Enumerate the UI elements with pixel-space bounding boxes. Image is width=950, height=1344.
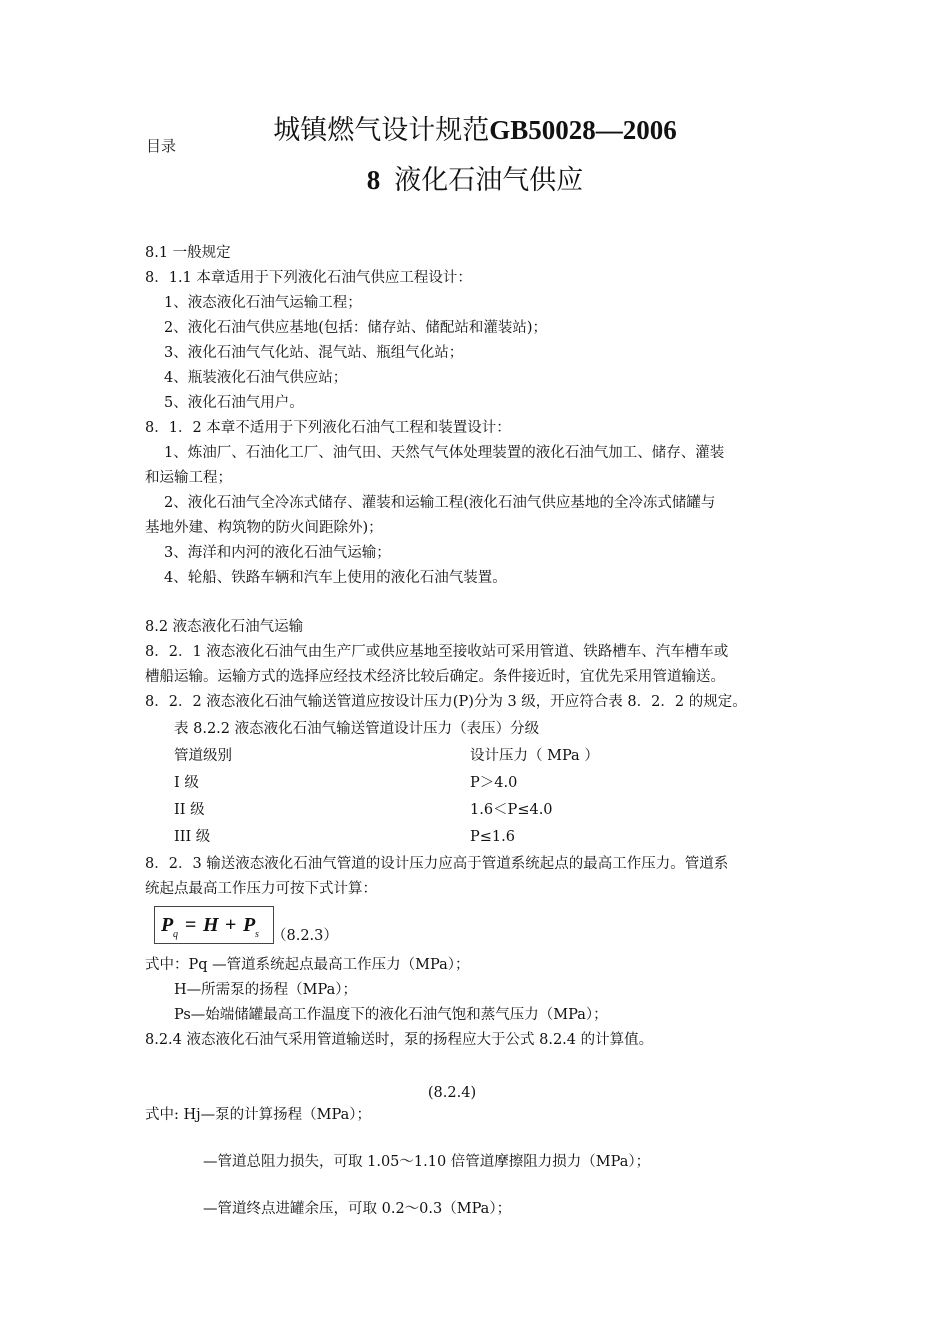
list-item: 4、轮船、铁路车辆和汽车上使用的液化石油气装置。: [164, 570, 507, 586]
list-item-continuation: 基地外建、构筑物的防火间距除外)；: [145, 520, 383, 536]
svg-text:q: q: [173, 929, 178, 940]
clause-8-2-4: 8.2.4 液态液化石油气采用管道输送时，泵的扬程应大于公式 8.2.4 的计算值。: [145, 1032, 654, 1048]
chapter-title: [0, 162, 950, 199]
variable-definition: H—所需泵的扬程（MPa）；: [174, 982, 357, 998]
clause-8-1-1: 8．1.1 本章适用于下列液化石油气供应工程设计：: [145, 270, 472, 286]
document-title: [0, 112, 950, 149]
clause-8-2-3-continuation: 统起点最高工作压力可按下式计算：: [145, 881, 377, 897]
list-item: 4、瓶装液化石油气供应站；: [164, 370, 348, 386]
list-item: 2、液化石油气全冷冻式储存、灌装和运输工程(液化石油气供应基地的全冷冻式储罐与: [164, 495, 716, 511]
list-item: 5、液化石油气用户。: [164, 395, 304, 411]
table-cell: 1.6＜P≤4.0: [470, 802, 553, 818]
where-8-2-4: 式中: Hj—泵的计算扬程（MPa）；: [145, 1107, 371, 1123]
table-cell: P≤1.6: [470, 829, 515, 845]
formula-8-2-3-label: （8.2.3）: [272, 928, 338, 944]
table-caption: 表 8.2.2 液态液化石油气输送管道设计压力（表压）分级: [174, 721, 540, 737]
variable-definition: —管道总阻力损失，可取 1.05～1.10 倍管道摩擦阻力损力（MPa）；: [203, 1154, 651, 1170]
section-heading-8-1: 8.1 一般规定: [145, 245, 231, 261]
title-prefix: 城镇燃气设计规范: [273, 115, 490, 146]
table-row: [174, 801, 839, 820]
table-cell: III 级: [174, 829, 211, 845]
variable-definition: —管道终点进罐余压，可取 0.2～0.3（MPa）；: [203, 1201, 512, 1217]
table-cell: II 级: [174, 802, 205, 818]
chapter-name: 液化石油气供应: [394, 165, 584, 196]
list-item-continuation: 和运输工程；: [145, 470, 232, 486]
variable-definition: Ps—始端储罐最高工作温度下的液化石油气饱和蒸气压力（MPa）；: [174, 1007, 608, 1023]
clause-8-1-2: 8．1．2 本章不适用于下列液化石油气工程和装置设计：: [145, 420, 511, 436]
svg-text:=: =: [185, 914, 197, 936]
svg-text:+: +: [225, 914, 237, 936]
title-code: GB50028—2006: [489, 115, 677, 145]
table-header-cell: 设计压力（ MPa ）: [470, 748, 599, 764]
section-heading-8-2: 8.2 液态液化石油气运输: [145, 619, 304, 635]
formula-8-2-4-label: (8.2.4): [427, 1085, 477, 1101]
table-header-row: [174, 747, 839, 766]
clause-8-2-1-continuation: 槽船运输。运输方式的选择应经技术经济比较后确定。条件接近时，宜优先采用管道输送。: [145, 669, 725, 685]
list-item: 2、液化石油气供应基地(包括：储存站、储配站和灌装站)；: [164, 320, 548, 336]
list-item: 3、海洋和内河的液化石油气运输；: [164, 545, 391, 561]
svg-text:P: P: [161, 914, 174, 936]
svg-text:P: P: [243, 914, 256, 936]
formula-8-2-3-image: [154, 906, 274, 944]
chapter-number: 8: [366, 165, 381, 195]
list-item: 1、液态液化石油气运输工程；: [164, 295, 362, 311]
svg-text:H: H: [203, 914, 219, 936]
toc-link[interactable]: 目录: [146, 137, 177, 155]
clause-8-2-2: 8．2．2 液态液化石油气输送管道应按设计压力(P)分为 3 级，开应符合表 8．2．2 的规定。: [145, 694, 747, 710]
list-item: 1、炼油厂、石油化工厂、油气田、天然气气体处理装置的液化石油气加工、储存、灌装: [164, 445, 725, 461]
clause-8-2-3: 8．2．3 输送液态液化石油气管道的设计压力应高于管道系统起点的最高工作压力。管道系: [145, 856, 729, 872]
table-row: [174, 828, 839, 847]
table-header-cell: 管道级别: [174, 748, 232, 764]
where-8-2-3: 式中：Pq —管道系统起点最高工作压力（MPa）；: [145, 957, 470, 973]
clause-8-2-1: 8．2．1 液态液化石油气由生产厂或供应基地至接收站可采用管道、铁路槽车、汽车槽车或: [145, 644, 729, 660]
table-cell: P＞4.0: [470, 775, 518, 791]
svg-text:s: s: [255, 929, 259, 940]
table-row: [174, 774, 839, 793]
list-item: 3、液化石油气气化站、混气站、瓶组气化站；: [164, 345, 464, 361]
table-cell: I 级: [174, 775, 199, 791]
